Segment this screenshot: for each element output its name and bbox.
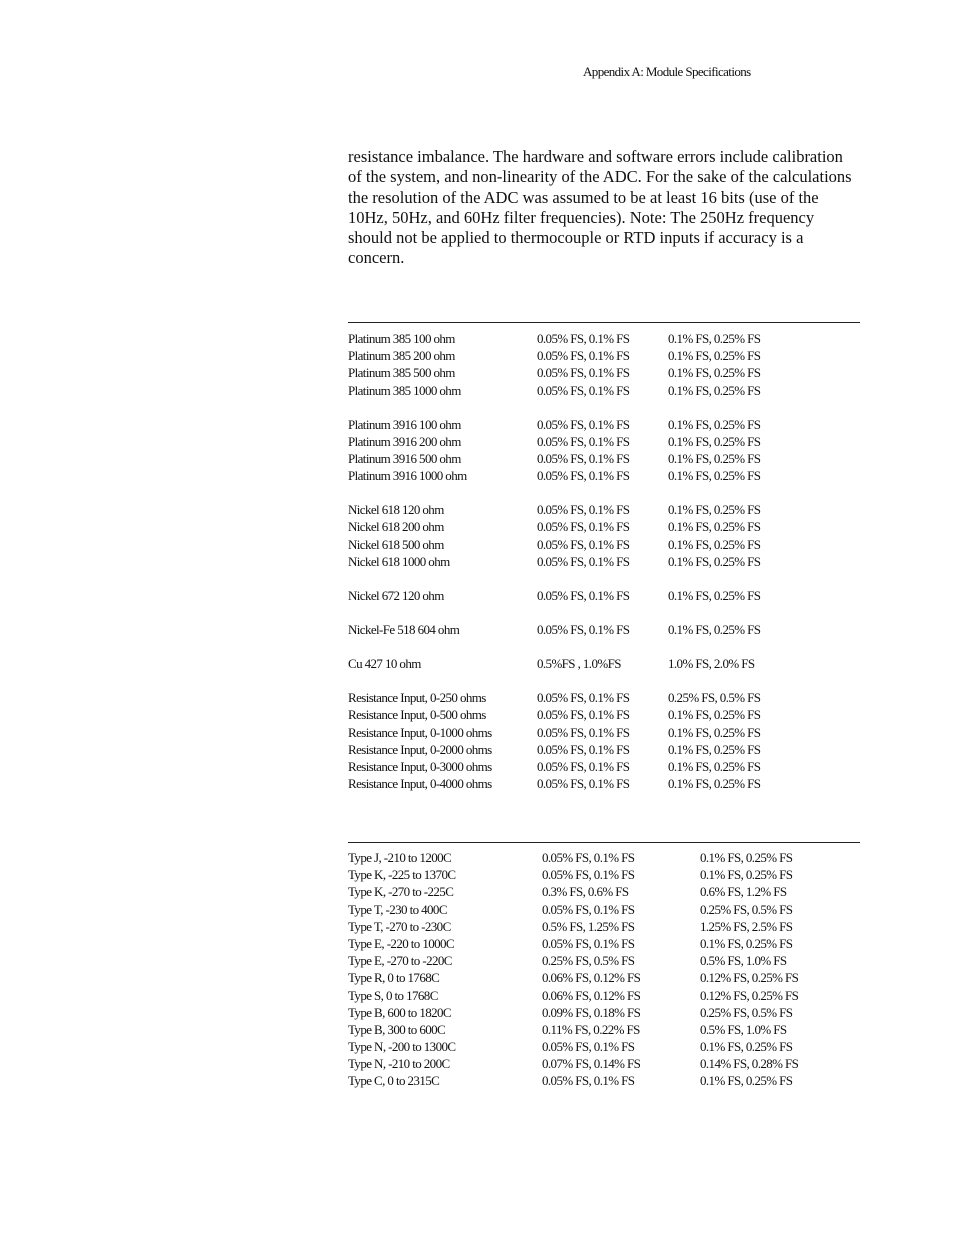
sensor-type-cell: Platinum 385 200 ohm bbox=[348, 348, 455, 364]
accuracy-25c-cell: 0.05% FS, 0.1% FS bbox=[537, 707, 630, 723]
accuracy-0-60c-cell: 0.1% FS, 0.25% FS bbox=[700, 850, 793, 865]
sensor-type-cell: Type B, 600 to 1820C bbox=[348, 1004, 452, 1020]
accuracy-0-60c-cell: 0.12% FS, 0.25% FS bbox=[700, 987, 799, 1003]
sensor-type-cell: Platinum 3916 500 ohm bbox=[348, 451, 461, 467]
accuracy-0-60c-cell: 0.1% FS, 0.25% FS bbox=[668, 502, 761, 518]
accuracy-0-60c-cell: 0.1% FS, 0.25% FS bbox=[668, 622, 761, 637]
accuracy-25c-cell: 0.05% FS, 0.1% FS bbox=[537, 468, 630, 484]
accuracy-0-60c-cell: 0.1% FS, 0.25% FS bbox=[668, 468, 761, 484]
sensor-type-cell: Resistance Input, 0-2000 ohms bbox=[348, 741, 492, 757]
sensor-type-cell: Type E, -270 to -220C bbox=[348, 953, 452, 969]
running-header: Appendix A: Module Specifications bbox=[583, 64, 751, 79]
sensor-type-cell: Platinum 385 1000 ohm bbox=[348, 382, 461, 398]
accuracy-0-60c-cell: 1.0% FS, 2.0% FS bbox=[668, 656, 755, 672]
sensor-type-cell: Platinum 3916 200 ohm bbox=[348, 433, 461, 449]
sensor-type-cell: Nickel 618 1000 ohm bbox=[348, 553, 450, 569]
accuracy-0-60c-cell: 0.1% FS, 0.25% FS bbox=[668, 365, 761, 381]
sensor-type-cell: Resistance Input, 0-250 ohms bbox=[348, 690, 486, 706]
accuracy-0-60c-cell: 0.14% FS, 0.28% FS bbox=[700, 1056, 799, 1072]
accuracy-25c-cell: 0.5%FS , 1.0%FS bbox=[537, 656, 621, 672]
accuracy-25c-cell: 0.06% FS, 0.12% FS bbox=[542, 987, 641, 1003]
accuracy-25c-cell: 0.05% FS, 0.1% FS bbox=[537, 776, 630, 792]
accuracy-25c-cell: 0.05% FS, 0.1% FS bbox=[537, 536, 630, 552]
accuracy-25c-cell: 0.05% FS, 0.1% FS bbox=[542, 901, 635, 917]
accuracy-25c-cell: 0.05% FS, 0.1% FS bbox=[537, 502, 630, 518]
accuracy-0-60c-cell: 0.1% FS, 0.25% FS bbox=[668, 451, 761, 467]
accuracy-0-60c-cell: 0.1% FS, 0.25% FS bbox=[700, 1073, 793, 1089]
accuracy-25c-cell: 0.25% FS, 0.5% FS bbox=[542, 953, 635, 969]
accuracy-25c-cell: 0.06% FS, 0.12% FS bbox=[542, 970, 641, 986]
accuracy-0-60c-cell: 0.1% FS, 0.25% FS bbox=[668, 433, 761, 449]
accuracy-0-60c-cell: 0.1% FS, 0.25% FS bbox=[700, 935, 793, 951]
sensor-type-cell: Resistance Input, 0-3000 ohms bbox=[348, 758, 492, 774]
body-paragraph: resistance imbalance. The hardware and software errors include calibration of the system, and non-linearity of the ADC. For the sake of the calculations the resolution of the ADC was assumed to be at least 16 bits (use of the 10Hz, 50Hz, and 60Hz filter frequencies). Note: The 250Hz frequency should not be applied to thermocouple or RTD inputs if accuracy is a concern. bbox=[348, 147, 852, 268]
accuracy-25c-cell: 0.09% FS, 0.18% FS bbox=[542, 1004, 641, 1020]
sensor-type-cell: Resistance Input, 0-1000 ohms bbox=[348, 724, 492, 740]
sensor-type-cell: Platinum 385 100 ohm bbox=[348, 331, 455, 346]
rtd-table-rule bbox=[348, 322, 860, 323]
accuracy-25c-cell: 0.05% FS, 0.1% FS bbox=[537, 758, 630, 774]
sensor-type-cell: Platinum 3916 100 ohm bbox=[348, 416, 461, 432]
accuracy-25c-cell: 0.05% FS, 0.1% FS bbox=[537, 365, 630, 381]
accuracy-25c-cell: 0.05% FS, 0.1% FS bbox=[542, 935, 635, 951]
accuracy-0-60c-cell: 0.1% FS, 0.25% FS bbox=[668, 776, 761, 792]
accuracy-0-60c-cell: 0.1% FS, 0.25% FS bbox=[700, 1039, 793, 1055]
accuracy-0-60c-cell: 0.1% FS, 0.25% FS bbox=[668, 348, 761, 364]
accuracy-0-60c-cell: 0.1% FS, 0.25% FS bbox=[668, 741, 761, 757]
accuracy-0-60c-cell: 0.6% FS, 1.2% FS bbox=[700, 884, 787, 900]
sensor-type-cell: Type J, -210 to 1200C bbox=[348, 850, 452, 865]
sensor-type-cell: Type C, 0 to 2315C bbox=[348, 1073, 440, 1089]
sensor-type-cell: Type T, -270 to -230C bbox=[348, 918, 451, 934]
accuracy-0-60c-cell: 0.1% FS, 0.25% FS bbox=[668, 707, 761, 723]
accuracy-0-60c-cell: 0.25% FS, 0.5% FS bbox=[700, 901, 793, 917]
accuracy-25c-cell: 0.11% FS, 0.22% FS bbox=[542, 1021, 640, 1037]
sensor-type-cell: Type E, -220 to 1000C bbox=[348, 935, 455, 951]
thermocouple-table-rule bbox=[348, 842, 860, 843]
accuracy-25c-cell: 0.07% FS, 0.14% FS bbox=[542, 1056, 641, 1072]
accuracy-25c-cell: 0.05% FS, 0.1% FS bbox=[537, 433, 630, 449]
accuracy-25c-cell: 0.05% FS, 0.1% FS bbox=[537, 690, 630, 706]
sensor-type-cell: Nickel 618 200 ohm bbox=[348, 519, 444, 535]
sensor-type-cell: Resistance Input, 0-4000 ohms bbox=[348, 776, 492, 792]
sensor-type-cell: Platinum 3916 1000 ohm bbox=[348, 468, 467, 484]
accuracy-25c-cell: 0.3% FS, 0.6% FS bbox=[542, 884, 629, 900]
accuracy-0-60c-cell: 0.25% FS, 0.5% FS bbox=[668, 690, 761, 706]
accuracy-25c-cell: 0.05% FS, 0.1% FS bbox=[537, 587, 630, 603]
sensor-type-cell: Type N, -210 to 200C bbox=[348, 1056, 450, 1072]
accuracy-25c-cell: 0.05% FS, 0.1% FS bbox=[537, 416, 630, 432]
accuracy-0-60c-cell: 0.25% FS, 0.5% FS bbox=[700, 1004, 793, 1020]
accuracy-25c-cell: 0.05% FS, 0.1% FS bbox=[537, 622, 630, 637]
accuracy-0-60c-cell: 0.1% FS, 0.25% FS bbox=[668, 553, 761, 569]
accuracy-0-60c-cell: 1.25% FS, 2.5% FS bbox=[700, 918, 793, 934]
accuracy-25c-cell: 0.05% FS, 0.1% FS bbox=[537, 741, 630, 757]
accuracy-0-60c-cell: 0.1% FS, 0.25% FS bbox=[668, 536, 761, 552]
sensor-type-cell: Type R, 0 to 1768C bbox=[348, 970, 440, 986]
accuracy-25c-cell: 0.5% FS, 1.25% FS bbox=[542, 918, 635, 934]
accuracy-25c-cell: 0.05% FS, 0.1% FS bbox=[537, 553, 630, 569]
accuracy-25c-cell: 0.05% FS, 0.1% FS bbox=[537, 519, 630, 535]
accuracy-25c-cell: 0.05% FS, 0.1% FS bbox=[537, 348, 630, 364]
accuracy-25c-cell: 0.05% FS, 0.1% FS bbox=[542, 1039, 635, 1055]
accuracy-25c-cell: 0.05% FS, 0.1% FS bbox=[542, 850, 635, 865]
sensor-type-cell: Type B, 300 to 600C bbox=[348, 1021, 446, 1037]
accuracy-25c-cell: 0.05% FS, 0.1% FS bbox=[537, 331, 630, 346]
sensor-type-cell: Type N, -200 to 1300C bbox=[348, 1039, 456, 1055]
accuracy-25c-cell: 0.05% FS, 0.1% FS bbox=[537, 724, 630, 740]
accuracy-25c-cell: 0.05% FS, 0.1% FS bbox=[542, 867, 635, 883]
accuracy-0-60c-cell: 0.1% FS, 0.25% FS bbox=[668, 587, 761, 603]
accuracy-0-60c-cell: 0.12% FS, 0.25% FS bbox=[700, 970, 799, 986]
sensor-type-cell: Type T, -230 to 400C bbox=[348, 901, 447, 917]
sensor-type-cell: Nickel 618 120 ohm bbox=[348, 502, 444, 518]
accuracy-25c-cell: 0.05% FS, 0.1% FS bbox=[537, 451, 630, 467]
sensor-type-cell: Nickel-Fe 518 604 ohm bbox=[348, 622, 460, 637]
sensor-type-cell: Platinum 385 500 ohm bbox=[348, 365, 455, 381]
accuracy-0-60c-cell: 0.1% FS, 0.25% FS bbox=[668, 416, 761, 432]
sensor-type-cell: Type K, -270 to -225C bbox=[348, 884, 454, 900]
accuracy-0-60c-cell: 0.1% FS, 0.25% FS bbox=[668, 758, 761, 774]
sensor-type-cell: Type K, -225 to 1370C bbox=[348, 867, 456, 883]
accuracy-0-60c-cell: 0.5% FS, 1.0% FS bbox=[700, 1021, 787, 1037]
accuracy-25c-cell: 0.05% FS, 0.1% FS bbox=[537, 382, 630, 398]
sensor-type-cell: Resistance Input, 0-500 ohms bbox=[348, 707, 486, 723]
accuracy-0-60c-cell: 0.1% FS, 0.25% FS bbox=[668, 331, 761, 346]
sensor-type-cell: Type S, 0 to 1768C bbox=[348, 987, 438, 1003]
sensor-type-cell: Nickel 672 120 ohm bbox=[348, 587, 444, 603]
sensor-type-cell: Cu 427 10 ohm bbox=[348, 656, 421, 672]
accuracy-0-60c-cell: 0.5% FS, 1.0% FS bbox=[700, 953, 787, 969]
accuracy-0-60c-cell: 0.1% FS, 0.25% FS bbox=[668, 519, 761, 535]
accuracy-0-60c-cell: 0.1% FS, 0.25% FS bbox=[700, 867, 793, 883]
accuracy-0-60c-cell: 0.1% FS, 0.25% FS bbox=[668, 724, 761, 740]
accuracy-0-60c-cell: 0.1% FS, 0.25% FS bbox=[668, 382, 761, 398]
accuracy-25c-cell: 0.05% FS, 0.1% FS bbox=[542, 1073, 635, 1089]
sensor-type-cell: Nickel 618 500 ohm bbox=[348, 536, 444, 552]
